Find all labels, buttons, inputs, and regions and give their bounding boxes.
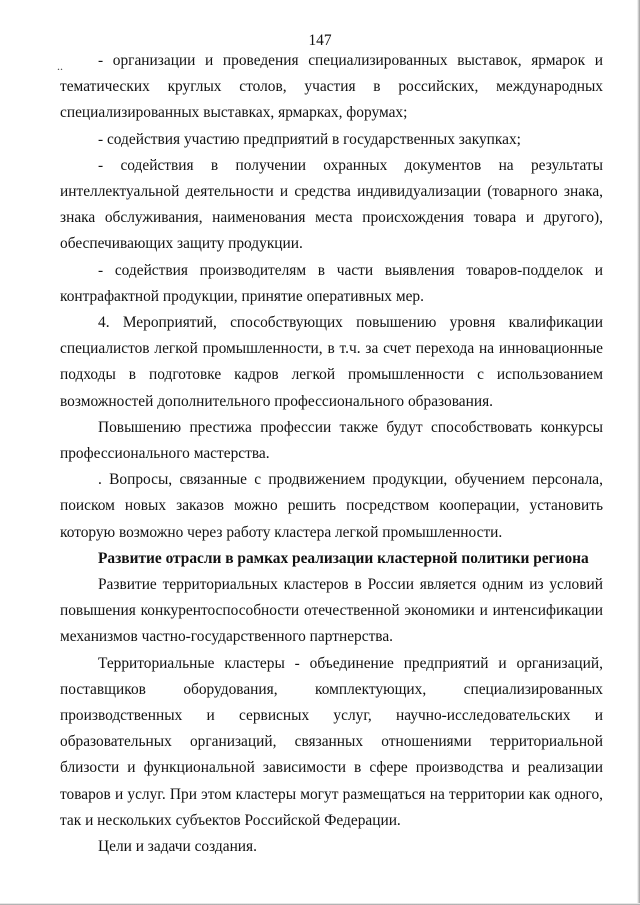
page-number: 147 (308, 32, 332, 49)
section-heading: Развитие отрасли в рамках реализации кластерной политики региона (98, 549, 589, 567)
paragraph-cooperation: . Вопросы, связанные с продвижением продукции, обучением персонала, поиском новых заказов можно решить посредством кооперации, установить которую возможно через работу кластера легкой промышленности. (60, 471, 603, 541)
paragraph-cluster-development: Развитие территориальных кластеров в России является одним из условий повышения конкурентоспособности отечественной экономики и интенсификации механизмов частно-государственного партнерства. (60, 576, 603, 646)
paragraph-procurement: - содействия участию предприятий в государственных закупках; (98, 130, 521, 148)
paragraph-prestige: Повышению престижа профессии также будут способствовать конкурсы профессионального мастерства. (60, 418, 603, 463)
paragraph-exhibitions: - организации и проведения специализированных выставок, ярмарок и тематических круглых столов, участия в российских, международных специализированных выставках, ярмарках, форумах; (60, 52, 603, 122)
paragraph-counterfeit: - содействия производителям в части выявления товаров-подделок и контрафактной продукции, принятие оперативных мер. (60, 261, 603, 305)
paragraph-goals: Цели и задачи создания. (98, 838, 257, 856)
paragraph-cluster-definition: Территориальные кластеры - объединение предприятий и организаций, поставщиков оборудования, комплектующих, специализированных производственных и сервисных услуг, научно-исследовательских и образовательных организаций, связанных отношениями территориальной близости и функциональной зависимости в сфере производства и реализации товаров и услуг. При этом кластеры могут размещаться на территории как одного, так и нескольких субъектов Российской Федерации. (60, 654, 603, 829)
paragraph-qualification: 4. Мероприятий, способствующих повышению уровня квалификации специалистов легкой промышленности, в т.ч. за счет перехода на инновационные подходы в подготовке кадров легкой промышленности с использованием возможностей дополнительного профессионального образования. (60, 314, 603, 410)
paragraph-ip-protection: - содействия в получении охранных документов на результаты интеллектуальной деятельности и средства индивидуализации (товарного знака, знака обслуживания, наименования места происхождения товара и другого), обеспечивающих защиту продукции. (60, 156, 603, 253)
body-text (60, 48, 603, 860)
scan-artifact-mark: .. (57, 59, 63, 73)
